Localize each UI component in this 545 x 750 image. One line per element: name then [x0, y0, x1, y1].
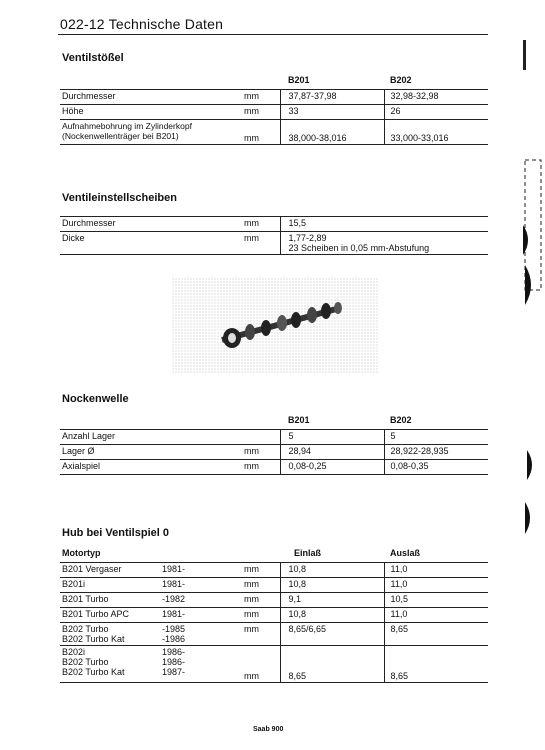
row-label: Durchmesser	[60, 90, 242, 105]
row-motortyp-line1: B202i	[62, 647, 86, 657]
row-einlass: 8,65/6,65	[280, 623, 384, 646]
row-auslass: 11,0	[384, 578, 488, 593]
row-unit: mm	[242, 460, 280, 475]
row-value: 15,5	[280, 217, 488, 232]
row-unit-value: mm	[244, 133, 259, 143]
table-row	[60, 608, 488, 623]
col-header-b202: B202	[390, 415, 412, 425]
table-row	[60, 105, 488, 120]
section-title-nockenwelle: Nockenwelle	[62, 393, 129, 405]
table-row	[60, 90, 488, 105]
row-label-line2: (Nockenwellenträger bei B201)	[62, 131, 179, 141]
row-auslass	[384, 646, 488, 683]
row-label-line1: Aufnahmebohrung im Zylinderkopf	[62, 121, 192, 131]
section-title-hub: Hub bei Ventilspiel 0	[62, 527, 169, 539]
row-value-line1: 1,77-2,89	[288, 233, 327, 243]
row-motortyp-line1: B202 Turbo	[62, 624, 109, 634]
row-motortyp: B201 Vergaser	[60, 563, 160, 578]
table-ventileinstellscheiben	[60, 216, 488, 255]
row-einlass: 10,8	[280, 563, 384, 578]
row-label: Höhe	[60, 105, 242, 120]
row-value-line2: 23 Scheiben in 0,05 mm-Abstufung	[288, 243, 430, 253]
row-unit: mm	[242, 90, 280, 105]
row-year-line3: 1987-	[162, 667, 186, 677]
row-motortyp	[60, 623, 160, 646]
table-row	[60, 445, 488, 460]
row-b201-value: 38,000-38,016	[288, 133, 347, 143]
row-b201: 33	[280, 105, 384, 120]
row-auslass: 10,5	[384, 593, 488, 608]
row-year-line2: 1986-	[162, 657, 186, 667]
row-b201: 28,94	[280, 445, 384, 460]
row-auslass: 11,0	[384, 608, 488, 623]
row-unit: mm	[242, 593, 280, 608]
row-einlass	[280, 646, 384, 683]
row-year: 1981-	[160, 608, 242, 623]
row-unit	[242, 430, 280, 445]
row-b202	[384, 120, 488, 145]
table-row	[60, 646, 488, 683]
table-hub	[60, 547, 488, 683]
table-row	[60, 232, 488, 255]
row-label: Lager Ø	[60, 445, 242, 460]
table-row	[60, 217, 488, 232]
row-label	[60, 120, 242, 145]
row-unit	[242, 646, 280, 683]
row-einlass-value: 8,65	[288, 671, 307, 681]
table-row	[60, 623, 488, 646]
page-footer: Saab 900	[253, 726, 284, 733]
row-label: Dicke	[60, 232, 242, 255]
row-year: -1982	[160, 593, 242, 608]
section-title-ventilstoessel: Ventilstößel	[62, 52, 124, 64]
row-b202-value: 33,000-33,016	[390, 133, 449, 143]
row-b202: 26	[384, 105, 488, 120]
title-rule	[58, 34, 488, 35]
row-unit: mm	[242, 445, 280, 460]
row-label: Anzahl Lager	[60, 430, 242, 445]
table-row	[60, 430, 488, 445]
table-nockenwelle	[60, 414, 488, 475]
row-motortyp-line3: B202 Turbo Kat	[62, 667, 125, 677]
camshaft-photo	[172, 278, 378, 374]
row-year-line2: -1986	[162, 634, 186, 644]
row-b202: 32,98-32,98	[384, 90, 488, 105]
row-unit	[242, 120, 280, 145]
row-b201: 37,87-37,98	[280, 90, 384, 105]
row-unit: mm	[242, 623, 280, 646]
table-row	[60, 593, 488, 608]
row-einlass: 9,1	[280, 593, 384, 608]
row-year: 1981-	[160, 563, 242, 578]
row-label: Durchmesser	[60, 217, 242, 232]
row-auslass: 11,0	[384, 563, 488, 578]
row-unit: mm	[242, 232, 280, 255]
row-b201: 5	[280, 430, 384, 445]
page-title: 022-12 Technische Daten	[60, 16, 224, 32]
row-b202: 28,922-28,935	[384, 445, 488, 460]
row-motortyp	[60, 646, 160, 683]
row-einlass: 10,8	[280, 608, 384, 623]
row-auslass: 8,65	[384, 623, 488, 646]
row-motortyp: B201 Turbo	[60, 593, 160, 608]
col-header-motortyp: Motortyp	[62, 548, 101, 558]
row-year	[160, 623, 242, 646]
row-b202: 5	[384, 430, 488, 445]
row-unit: mm	[242, 578, 280, 593]
row-motortyp-line2: B202 Turbo Kat	[62, 634, 125, 644]
row-auslass-value: 8,65	[390, 671, 409, 681]
row-motortyp-line2: B202 Turbo	[62, 657, 109, 667]
col-header-einlass: Einlaß	[294, 548, 322, 558]
row-year	[160, 646, 242, 683]
row-b201: 0,08-0,25	[280, 460, 384, 475]
col-header-auslass: Auslaß	[390, 548, 421, 558]
row-year: 1981-	[160, 578, 242, 593]
row-unit: mm	[242, 105, 280, 120]
row-year-line1: -1985	[162, 624, 186, 634]
row-b201	[280, 120, 384, 145]
row-unit: mm	[242, 217, 280, 232]
col-header-b201: B201	[288, 75, 310, 85]
row-motortyp: B201 Turbo APC	[60, 608, 160, 623]
table-row	[60, 120, 488, 145]
row-motortyp: B201i	[60, 578, 160, 593]
row-einlass: 10,8	[280, 578, 384, 593]
row-value	[280, 232, 488, 255]
table-row	[60, 578, 488, 593]
row-unit: mm	[242, 563, 280, 578]
row-year-line1: 1986-	[162, 647, 186, 657]
row-unit-value: mm	[244, 671, 259, 681]
table-row	[60, 460, 488, 475]
section-title-ventileinstellscheiben: Ventileinstellscheiben	[62, 192, 177, 204]
binding-marks	[515, 40, 545, 740]
row-b202: 0,08-0,35	[384, 460, 488, 475]
table-row	[60, 563, 488, 578]
col-header-b201: B201	[288, 415, 310, 425]
table-ventilstoessel	[60, 74, 488, 145]
row-unit: mm	[242, 608, 280, 623]
row-label: Axialspiel	[60, 460, 242, 475]
col-header-b202: B202	[390, 75, 412, 85]
